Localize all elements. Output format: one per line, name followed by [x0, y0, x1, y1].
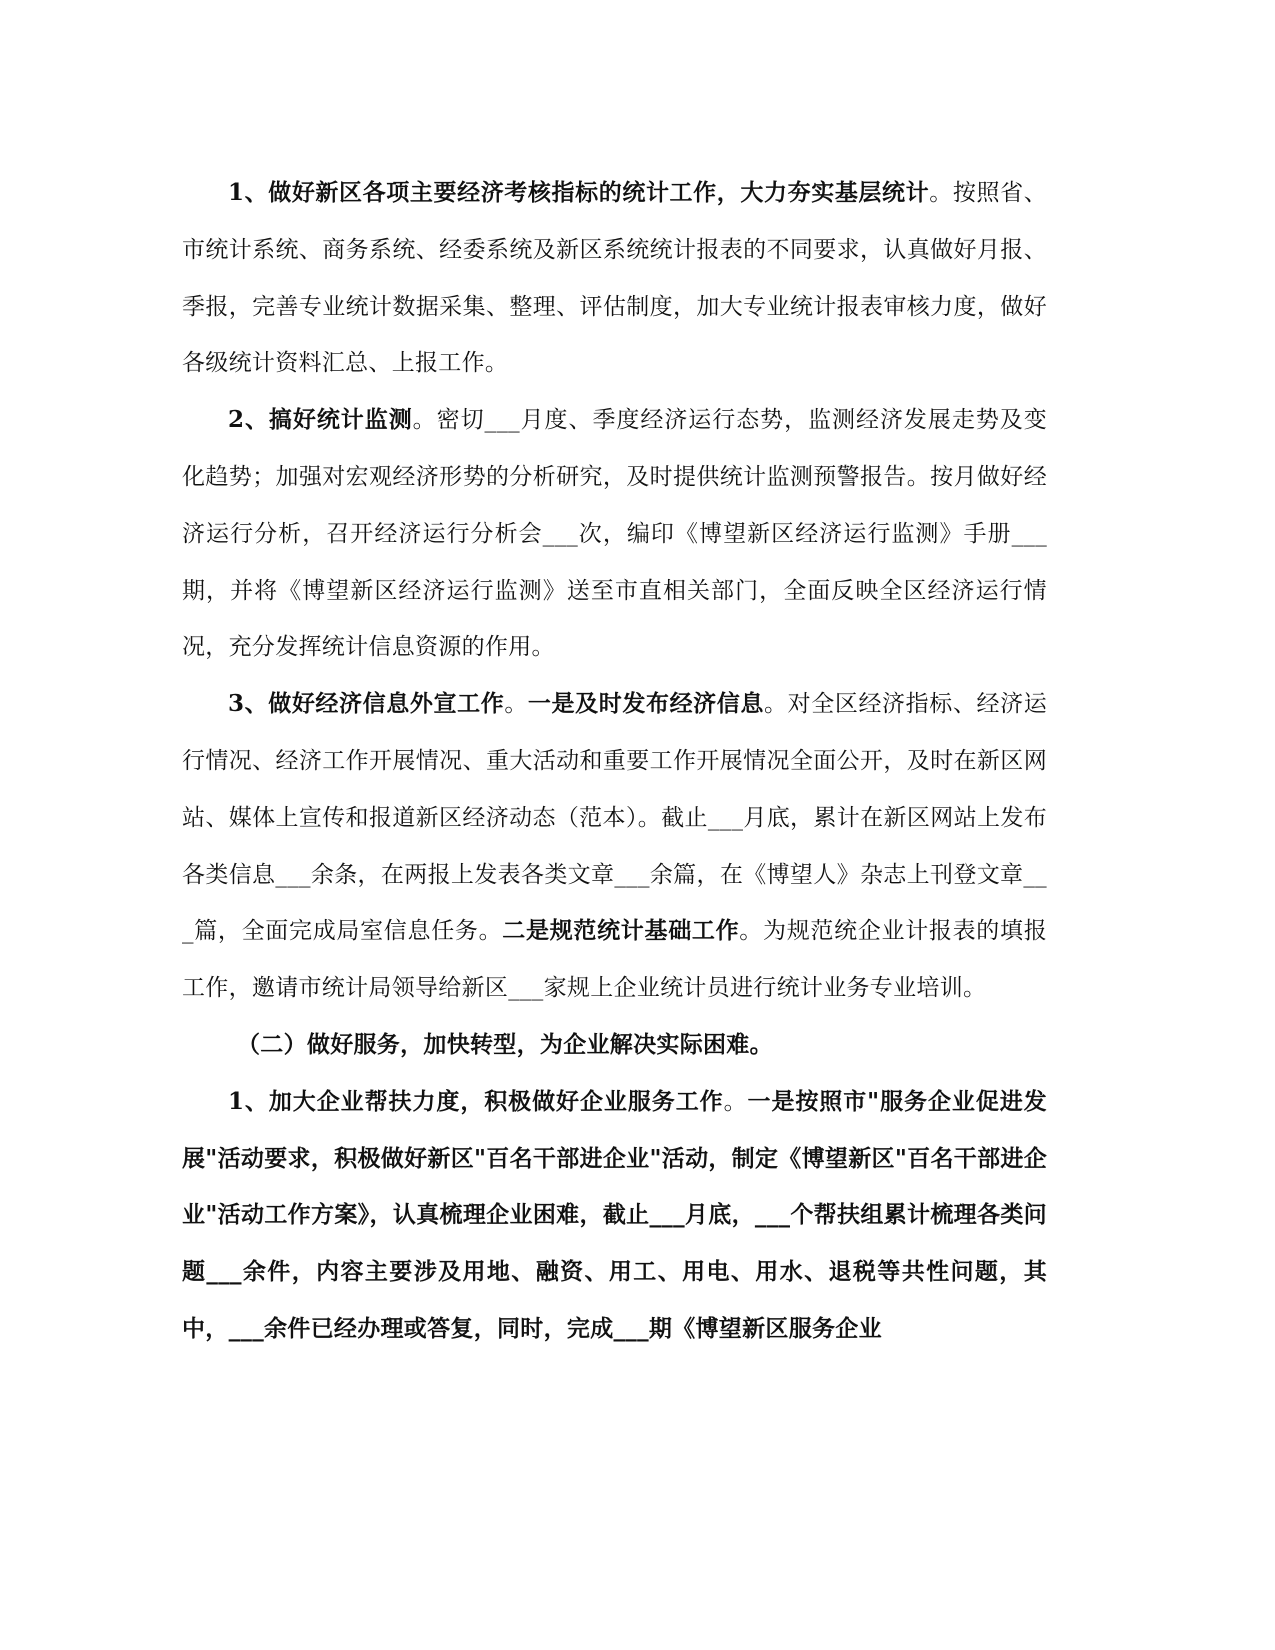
paragraph-subheading: 二是规范统计基础工作 [502, 917, 740, 945]
paragraph-heading: 3、做好经济信息外宣工作 [228, 690, 505, 718]
paragraph-subheading: 一是按照市"服务企业促进发展"活动要求，积极做好新区"百名干部进企业"活动，制定《博望新区"百名干部进企业"活动工作方案》，认真梳理企业困难，截止___月底，___个帮扶组累计梳理各类问题___余件，内容主要涉及用地、融资、用工、用电、用水、退税等共性问题，其中，___余件已经办理或答复，同时，完成___期《博望新区服务企业 [182, 1087, 1047, 1342]
paragraph-text: 。 [723, 1088, 748, 1115]
paragraph-heading: 1、加大企业帮扶力度，积极做好企业服务工作 [228, 1087, 724, 1115]
section-heading [182, 1017, 1047, 1074]
paragraph-heading: 2、搞好统计监测 [228, 406, 413, 434]
paragraph-statistics-monitoring [182, 392, 1047, 676]
section-heading-text: （二）做好服务，加快转型，为企业解决实际困难。 [237, 1030, 773, 1058]
paragraph-statistics-indicators [182, 165, 1047, 392]
paragraph-enterprise-service [182, 1074, 1047, 1358]
document-body [182, 165, 1047, 1358]
paragraph-text: 。密切___月度、季度经济运行态势，监测经济发展走势及变化趋势；加强对宏观经济形势的分析研究，及时提供统计监测预警报告。按月做好经济运行分析，召开经济运行分析会___次，编印《博望新区经济运行监测》手册___期，并将《博望新区经济运行监测》送至市直相关部门，全面反映全区经济运行情况，充分发挥统计信息资源的作用。 [182, 407, 1048, 661]
paragraph-text: 。 [504, 691, 528, 718]
paragraph-text: 。为规范统企业计报表的填报工作，邀请市统计局领导给新区___家规上企业统计员进行统计业务专业培训。 [182, 918, 1047, 1002]
paragraph-heading: 1、做好新区各项主要经济考核指标的统计工作，大力夯实基层统计 [228, 179, 930, 206]
paragraph-text: 。对全区经济指标、经济运行情况、经济工作开展情况、重大活动和重要工作开展情况全面公开，及时在新区网站、媒体上宣传和报道新区经济动态（范本）。截止___月底，累计在新区网站上发布各类信息___余条，在两报上发表各类文章___余篇，在《博望人》杂志上刊登文章___篇，全面完成局室信息任务。 [182, 691, 1048, 945]
paragraph-subheading: 一是及时发布经济信息 [527, 690, 765, 718]
paragraph-text: 。按照省、市统计系统、商务系统、经委系统及新区系统统计报表的不同要求，认真做好月报、季报，完善专业统计数据采集、整理、评估制度，加大专业统计报表审核力度，做好各级统计资料汇总、上报工作。 [182, 180, 1047, 377]
paragraph-economic-publicity [182, 676, 1047, 1017]
